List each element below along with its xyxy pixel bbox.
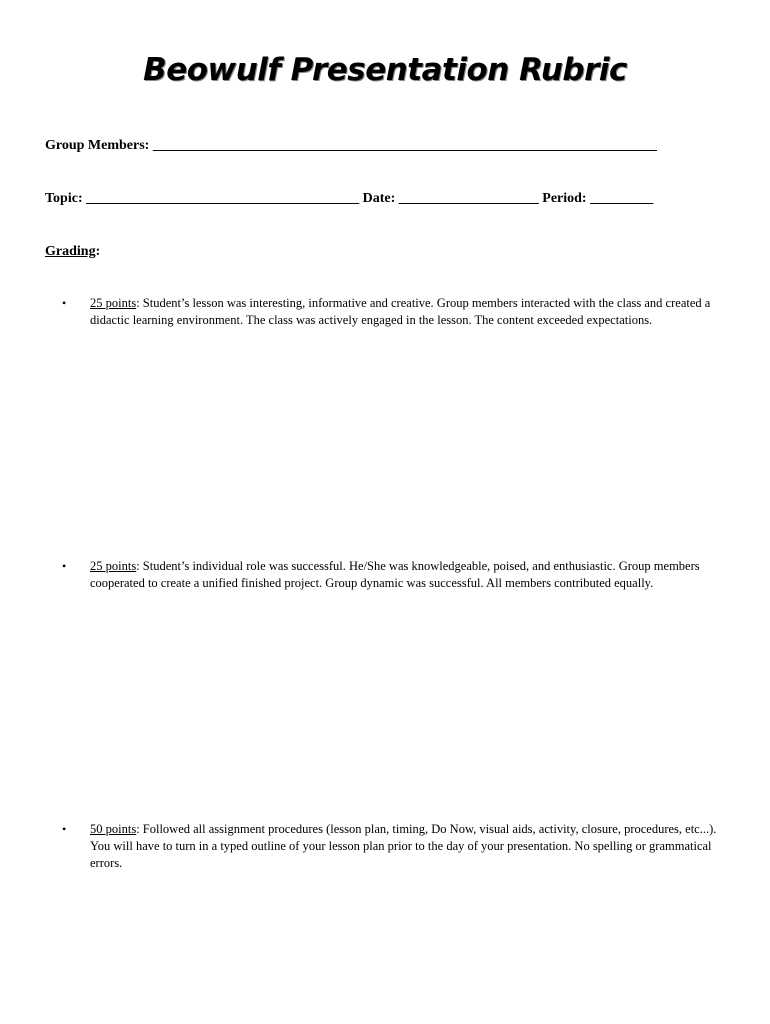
criterion-text: [90, 558, 727, 592]
group-members-row: [45, 138, 657, 154]
group-members-label: Group Members:: [45, 138, 150, 153]
period-blank[interactable]: _________: [590, 191, 654, 206]
grading-label: Grading: [45, 244, 96, 259]
group-members-blank[interactable]: ________________________________________________________________________: [152, 138, 657, 153]
criterion-description: : Student’s individual role was successful. He/She was knowledgeable, poised, and enthusiastic. Group members cooperated to create a unified finished project. Group dynamic was successful. All members contributed equally.: [90, 559, 700, 590]
criterion-description: : Followed all assignment procedures (lesson plan, timing, Do Now, visual aids, activity, closure, procedures, etc...). You will have to turn in a typed outline of your lesson plan prior to the day of your presentation. No spelling or grammatical errors.: [90, 822, 717, 870]
bullet-icon: •: [62, 296, 67, 310]
bullet-icon: •: [62, 559, 67, 573]
page-title: Beowulf Presentation Rubric: [143, 52, 627, 88]
criterion-description: : Student’s lesson was interesting, informative and creative. Group members interacted with the class and created a didactic learning environment. The class was actively engaged in the lesson. The content exceeded expectations.: [90, 296, 711, 327]
grading-colon: :: [95, 244, 101, 259]
criterion-item: [62, 821, 727, 872]
criterion-text: [90, 295, 727, 329]
date-label: Date:: [362, 191, 396, 206]
date-blank[interactable]: ____________________: [398, 191, 539, 206]
criterion-points: 50 points: [90, 822, 137, 836]
grading-heading: [45, 244, 100, 260]
topic-blank[interactable]: _______________________________________: [86, 191, 360, 206]
period-label: Period:: [542, 191, 587, 206]
criterion-item: [62, 295, 727, 329]
criterion-item: [62, 558, 727, 592]
topic-label: Topic:: [45, 191, 83, 206]
bullet-icon: •: [62, 822, 67, 836]
criterion-text: [90, 821, 727, 872]
criterion-points: 25 points: [90, 559, 137, 573]
criterion-points: 25 points: [90, 296, 137, 310]
topic-date-period-row: [45, 191, 653, 207]
